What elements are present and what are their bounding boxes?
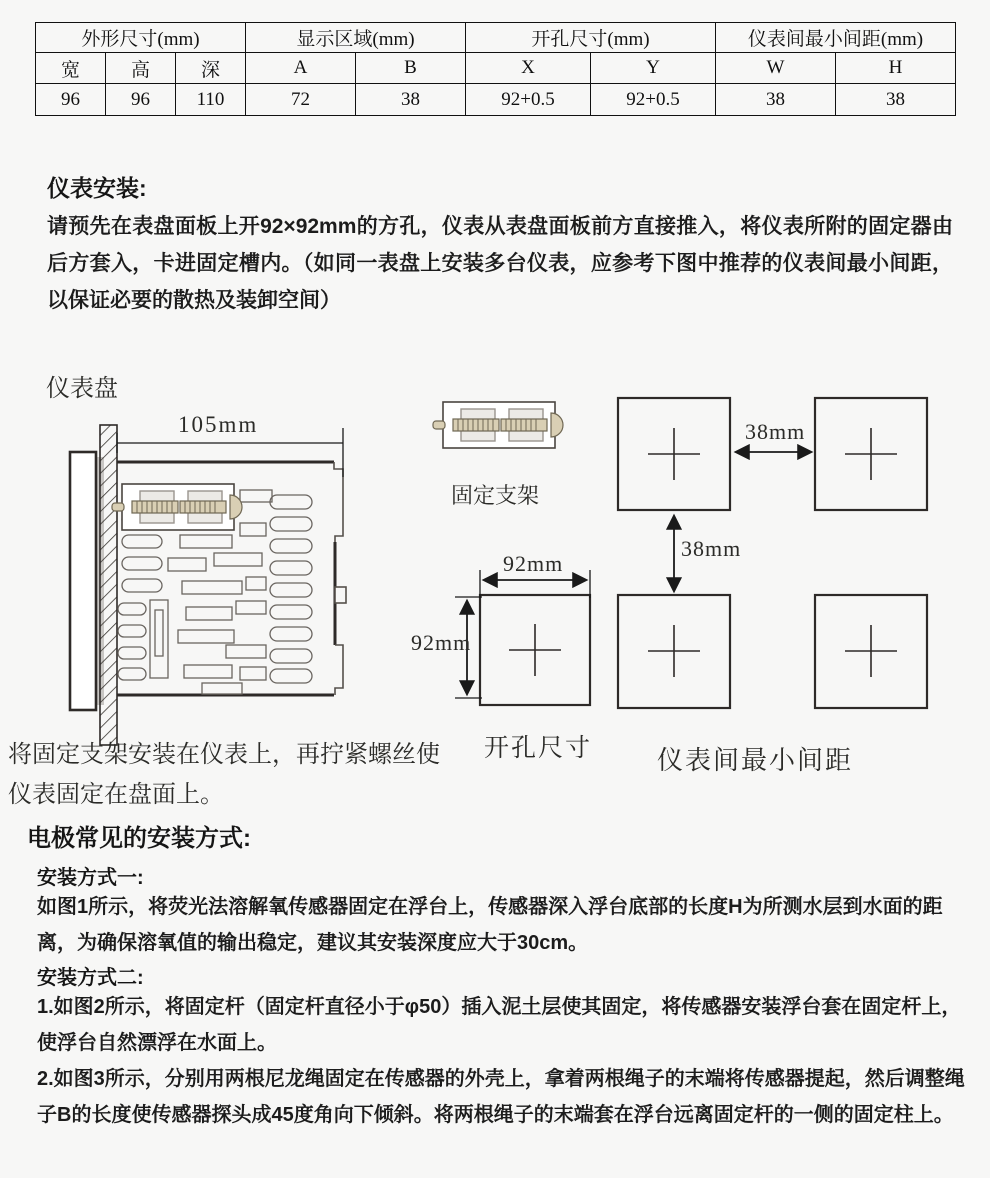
spec-group-display: 显示区域(mm) [246, 23, 466, 53]
spec-value: 72 [246, 84, 356, 116]
install-section-title: 仪表安装: [47, 175, 147, 201]
method1-label: 安装方式一: [37, 867, 144, 889]
instrument-bezel [70, 452, 96, 710]
spec-value: 38 [836, 84, 956, 116]
spec-value: 110 [176, 84, 246, 116]
panel-board-label: 仪表盘 [46, 376, 118, 402]
depth-dimension-label: 105mm [178, 412, 259, 437]
vertical-spacing-label: 38mm [681, 536, 742, 561]
spec-group-outline: 外形尺寸(mm) [36, 23, 246, 53]
center-cross [509, 624, 561, 676]
spec-value: 96 [36, 84, 106, 116]
bracket-install-note: 将固定支架安装在仪表上，再拧紧螺丝使仪表固定在盘面上。 [8, 742, 440, 808]
spec-value: 38 [356, 84, 466, 116]
fixing-bracket-label: 固定支架 [451, 483, 540, 508]
spec-group-spacing: 仪表间最小间距(mm) [716, 23, 956, 53]
install-section-body: 请预先在表盘面板上开92×92mm的方孔，仪表从表盘面板前方直接推入，将仪表所附的固定器由后方套入，卡进固定槽内。（如同一表盘上安装多台仪表，应参考下图中推荐的仪表间最小间距，以保证必要的散热及装卸空间） [47, 215, 953, 312]
horizontal-spacing-label: 38mm [745, 419, 806, 444]
spec-col-header: 深 [176, 53, 246, 84]
panel-side-view-diagram [70, 425, 346, 745]
mounted-bracket [112, 484, 242, 530]
spec-col-header: Y [591, 53, 716, 84]
cutout-width-label: 92mm [503, 551, 564, 576]
method1-body: 如图1所示，将荧光法溶解氧传感器固定在浮台上，传感器深入浮台底部的长度H为所测水层到水面的距离，为确保溶氧值的输出稳定，建议其安装深度应大于30cm。 [37, 896, 943, 954]
spec-table [35, 22, 956, 116]
spec-col-header: H [836, 53, 956, 84]
spec-group-cutout: 开孔尺寸(mm) [466, 23, 716, 53]
electrode-section-title: 电极常见的安装方式: [27, 825, 251, 852]
spec-value: 38 [716, 84, 836, 116]
cutout-height-label: 92mm [411, 630, 472, 655]
spec-col-header: 宽 [36, 53, 106, 84]
method2-label: 安装方式二: [37, 967, 144, 989]
panel-cross-section-hatch [100, 425, 117, 745]
spacing-caption: 仪表间最小间距 [657, 746, 854, 775]
method2-item1: 1.如图2所示，将固定杆（固定杆直径小于φ50）插入泥土层使其固定，将传感器安装浮台套在固定杆上，使浮台自然漂浮在水面上。 [37, 996, 962, 1054]
spec-value: 92+0.5 [466, 84, 591, 116]
cutout-size-diagram [455, 570, 590, 705]
spec-col-header: X [466, 53, 591, 84]
spec-col-header: W [716, 53, 836, 84]
cutout-caption: 开孔尺寸 [484, 735, 593, 762]
spec-value: 92+0.5 [591, 84, 716, 116]
spec-col-header: B [356, 53, 466, 84]
method2-item2: 2.如图3所示，分别用两根尼龙绳固定在传感器的外壳上，拿着两根绳子的末端将传感器提起，然后调整绳子B的长度使传感器探头成45度角向下倾斜。将两根绳子的末端套在浮台远离固定杆的一侧的固定柱上。 [37, 1068, 965, 1126]
fixing-bracket-diagram [433, 402, 563, 448]
spec-value: 96 [106, 84, 176, 116]
spec-col-header: 高 [106, 53, 176, 84]
spec-col-header: A [246, 53, 356, 84]
